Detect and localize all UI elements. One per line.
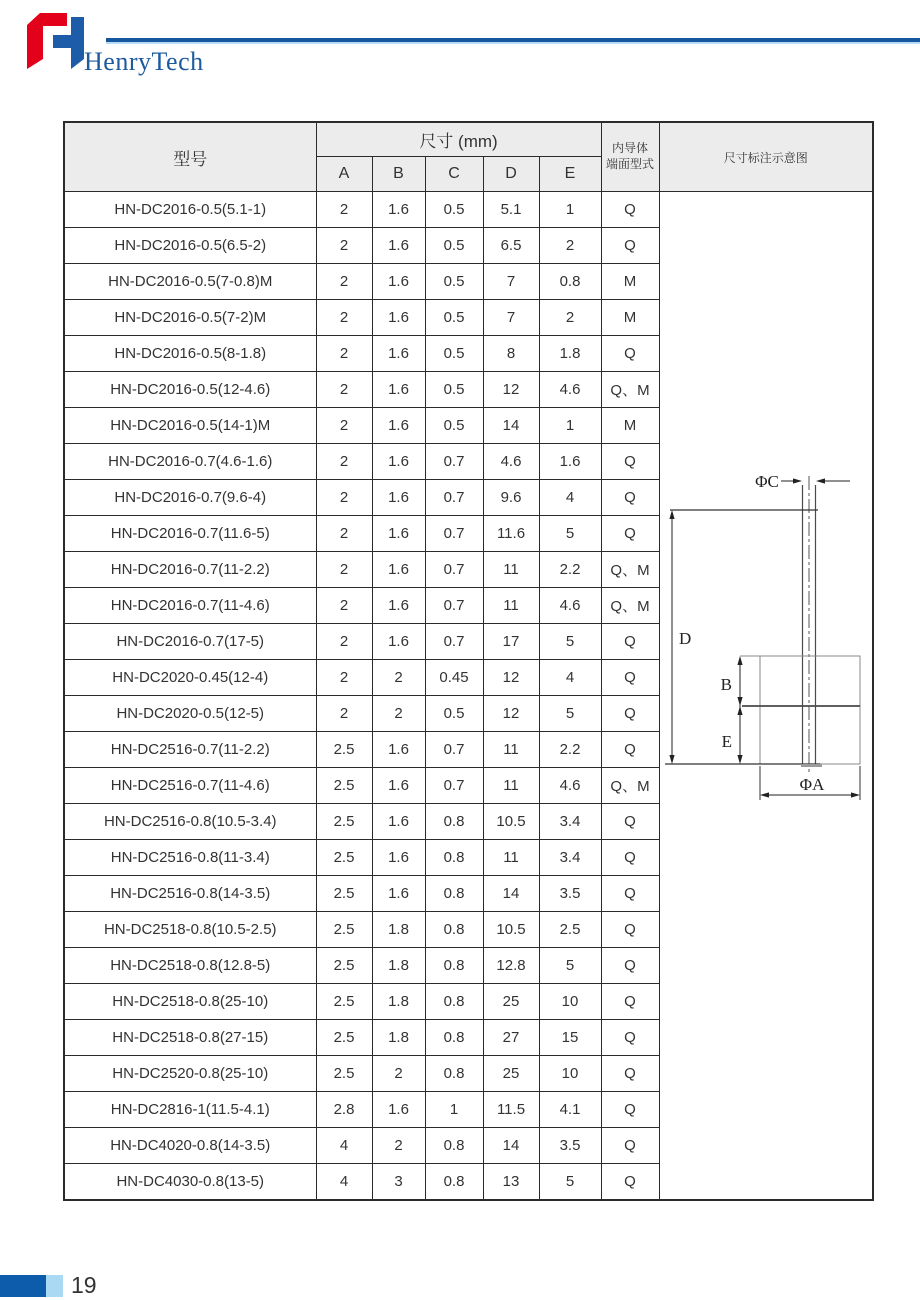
model-cell: HN-DC2816-1(11.5-4.1) [64,1092,316,1128]
model-cell: HN-DC2016-0.5(14-1)M [64,408,316,444]
dim-a-cell: 2 [316,516,372,552]
dim-c-cell: 0.8 [425,1020,483,1056]
model-cell: HN-DC2016-0.5(7-0.8)M [64,264,316,300]
model-cell: HN-DC2020-0.45(12-4) [64,660,316,696]
dim-a-cell: 2.5 [316,732,372,768]
dim-c-cell: 0.8 [425,912,483,948]
dim-b-cell: 1.6 [372,624,425,660]
dim-e-cell: 10 [539,984,601,1020]
model-cell: HN-DC2518-0.8(27-15) [64,1020,316,1056]
dim-c-cell: 0.8 [425,840,483,876]
dim-a-cell: 2 [316,624,372,660]
dim-d-cell: 12 [483,696,539,732]
col-header-e: E [539,157,601,192]
dim-d-cell: 6.5 [483,228,539,264]
col-header-a: A [316,157,372,192]
dim-b-cell: 1.6 [372,840,425,876]
dim-a-cell: 2 [316,336,372,372]
dim-d-cell: 9.6 [483,480,539,516]
face-type-cell: Q [601,516,659,552]
dim-c-cell: 0.8 [425,876,483,912]
dimension-diagram-cell [659,192,873,1201]
model-cell: HN-DC2016-0.7(17-5) [64,624,316,660]
b-label: B [720,675,732,694]
dim-a-cell: 2 [316,408,372,444]
dim-b-cell: 1.6 [372,804,425,840]
dim-e-cell: 2.2 [539,552,601,588]
dim-a-cell: 2.5 [316,984,372,1020]
footer-bar-light [46,1275,63,1297]
dim-a-cell: 2.5 [316,1056,372,1092]
face-type-cell: Q [601,804,659,840]
dim-a-cell: 2.5 [316,912,372,948]
dim-c-cell: 0.7 [425,552,483,588]
header-rule [106,38,920,44]
dim-d-cell: 8 [483,336,539,372]
dim-e-cell: 10 [539,1056,601,1092]
e-label: E [721,732,732,751]
face-type-cell: Q、M [601,372,659,408]
model-cell: HN-DC2016-0.5(7-2)M [64,300,316,336]
dim-d-cell: 11 [483,768,539,804]
model-cell: HN-DC2516-0.8(14-3.5) [64,876,316,912]
dim-a-cell: 2 [316,372,372,408]
dim-a-cell: 2 [316,588,372,624]
table-body [64,192,873,1201]
dim-d-cell: 5.1 [483,192,539,228]
dim-d-cell: 14 [483,408,539,444]
dim-c-cell: 0.7 [425,516,483,552]
dim-c-cell: 0.5 [425,264,483,300]
dim-c-cell: 0.7 [425,732,483,768]
dim-d-cell: 11 [483,732,539,768]
dim-e-cell: 4.1 [539,1092,601,1128]
henrytech-logo-icon [24,11,87,71]
dim-e-cell: 1 [539,192,601,228]
dim-b-cell: 3 [372,1164,425,1201]
col-header-d: D [483,157,539,192]
dim-e-cell: 5 [539,1164,601,1201]
model-cell: HN-DC2518-0.8(25-10) [64,984,316,1020]
dim-e-cell: 4 [539,480,601,516]
face-type-cell: M [601,300,659,336]
dim-c-cell: 0.7 [425,624,483,660]
dim-b-cell: 1.6 [372,1092,425,1128]
dim-d-cell: 11 [483,588,539,624]
face-type-cell: Q [601,1164,659,1201]
dim-e-cell: 1.8 [539,336,601,372]
dim-b-cell: 1.6 [372,300,425,336]
model-cell: HN-DC2016-0.5(5.1-1) [64,192,316,228]
dim-a-cell: 4 [316,1128,372,1164]
dim-c-cell: 0.7 [425,480,483,516]
dim-e-cell: 2 [539,228,601,264]
dim-d-cell: 12 [483,372,539,408]
face-type-cell: Q [601,480,659,516]
face-type-cell: Q [601,876,659,912]
face-type-cell: Q [601,984,659,1020]
face-type-cell: Q [601,696,659,732]
dim-b-cell: 1.6 [372,876,425,912]
dim-d-cell: 12 [483,660,539,696]
model-column-header: 型号 [64,122,316,192]
page-number: 19 [71,1272,97,1298]
model-cell: HN-DC2016-0.7(11-2.2) [64,552,316,588]
footer-bar-dark [0,1275,46,1297]
dim-d-cell: 14 [483,1128,539,1164]
face-type-cell: Q [601,912,659,948]
model-cell: HN-DC4020-0.8(14-3.5) [64,1128,316,1164]
dim-d-cell: 4.6 [483,444,539,480]
dim-e-cell: 2.2 [539,732,601,768]
dim-c-cell: 1 [425,1092,483,1128]
model-cell: HN-DC4030-0.8(13-5) [64,1164,316,1201]
face-header-line1: 内导体 [611,141,648,156]
dim-c-cell: 0.8 [425,804,483,840]
face-type-cell: Q、M [601,552,659,588]
table-header-row-1 [64,122,873,157]
dim-b-cell: 1.6 [372,264,425,300]
diagram-column-header: 尺寸标注示意图 [659,122,873,192]
dim-b-cell: 1.6 [372,516,425,552]
face-type-cell: Q [601,1092,659,1128]
dim-a-cell: 2.5 [316,840,372,876]
face-type-cell: Q [601,336,659,372]
model-cell: HN-DC2016-0.5(8-1.8) [64,336,316,372]
face-type-cell: Q、M [601,768,659,804]
dim-d-cell: 25 [483,984,539,1020]
face-type-cell: Q [601,444,659,480]
dim-c-cell: 0.5 [425,372,483,408]
dim-e-cell: 15 [539,1020,601,1056]
dim-c-cell: 0.45 [425,660,483,696]
dim-b-cell: 1.6 [372,732,425,768]
dim-c-cell: 0.5 [425,192,483,228]
dim-c-cell: 0.8 [425,1128,483,1164]
face-type-cell: Q [601,192,659,228]
dim-c-cell: 0.8 [425,1164,483,1201]
dim-e-cell: 4.6 [539,372,601,408]
dim-c-cell: 0.8 [425,948,483,984]
face-type-cell: Q [601,660,659,696]
face-header-line2: 端面型式 [605,157,654,171]
dim-b-cell: 1.6 [372,768,425,804]
phi-c-label: ΦC [754,472,779,491]
brand-name: HenryTech [84,47,204,76]
dim-e-cell: 3.5 [539,1128,601,1164]
dim-b-cell: 2 [372,1128,425,1164]
dim-a-cell: 2.5 [316,876,372,912]
dim-b-cell: 1.6 [372,408,425,444]
dim-e-cell: 5 [539,948,601,984]
dim-d-cell: 12.8 [483,948,539,984]
dim-e-cell: 5 [539,516,601,552]
dim-b-cell: 1.8 [372,984,425,1020]
dim-c-cell: 0.5 [425,408,483,444]
face-type-cell: Q [601,1056,659,1092]
dim-a-cell: 2 [316,444,372,480]
dim-c-cell: 0.8 [425,984,483,1020]
face-type-cell: Q、M [601,588,659,624]
dim-b-cell: 1.6 [372,480,425,516]
dim-b-cell: 1.8 [372,948,425,984]
dim-d-cell: 11.5 [483,1092,539,1128]
face-type-cell: Q [601,1020,659,1056]
face-type-cell: M [601,264,659,300]
dim-b-cell: 1.6 [372,228,425,264]
dim-a-cell: 4 [316,1164,372,1201]
dim-e-cell: 2 [539,300,601,336]
dim-a-cell: 2 [316,300,372,336]
dim-e-cell: 1 [539,408,601,444]
dim-a-cell: 2.5 [316,948,372,984]
dim-c-cell: 0.5 [425,696,483,732]
dim-c-cell: 0.5 [425,228,483,264]
dim-b-cell: 1.8 [372,1020,425,1056]
dim-e-cell: 3.5 [539,876,601,912]
dimension-diagram [660,193,872,1198]
dim-b-cell: 2 [372,696,425,732]
face-type-cell: Q [601,624,659,660]
col-header-b: B [372,157,425,192]
model-cell: HN-DC2518-0.8(12.8-5) [64,948,316,984]
dim-e-cell: 1.6 [539,444,601,480]
dim-a-cell: 2.5 [316,768,372,804]
dim-a-cell: 2 [316,552,372,588]
dim-e-cell: 5 [539,624,601,660]
dim-b-cell: 1.6 [372,552,425,588]
dim-e-cell: 4.6 [539,768,601,804]
dim-d-cell: 17 [483,624,539,660]
face-type-cell: Q [601,1128,659,1164]
face-type-cell: Q [601,840,659,876]
dim-b-cell: 1.6 [372,588,425,624]
table-row [64,192,873,228]
dim-d-cell: 13 [483,1164,539,1201]
model-cell: HN-DC2518-0.8(10.5-2.5) [64,912,316,948]
dim-a-cell: 2.5 [316,1020,372,1056]
dim-b-cell: 2 [372,660,425,696]
face-type-column-header [601,122,659,192]
dim-c-cell: 0.8 [425,1056,483,1092]
dim-b-cell: 1.6 [372,192,425,228]
model-cell: HN-DC2516-0.8(11-3.4) [64,840,316,876]
dim-d-cell: 10.5 [483,912,539,948]
model-cell: HN-DC2516-0.7(11-2.2) [64,732,316,768]
model-cell: HN-DC2516-0.8(10.5-3.4) [64,804,316,840]
dim-a-cell: 2.8 [316,1092,372,1128]
phi-a-label: ΦA [799,775,824,794]
dim-a-cell: 2 [316,480,372,516]
dim-d-cell: 11.6 [483,516,539,552]
col-header-c: C [425,157,483,192]
dim-e-cell: 3.4 [539,804,601,840]
dim-d-cell: 11 [483,552,539,588]
model-cell: HN-DC2016-0.7(11-4.6) [64,588,316,624]
dim-b-cell: 1.6 [372,372,425,408]
dim-a-cell: 2.5 [316,804,372,840]
dim-d-cell: 10.5 [483,804,539,840]
dim-b-cell: 1.6 [372,336,425,372]
face-type-cell: Q [601,228,659,264]
model-cell: HN-DC2016-0.7(11.6-5) [64,516,316,552]
model-cell: HN-DC2016-0.5(6.5-2) [64,228,316,264]
dim-d-cell: 27 [483,1020,539,1056]
dim-c-cell: 0.5 [425,336,483,372]
dim-c-cell: 0.7 [425,588,483,624]
dim-b-cell: 2 [372,1056,425,1092]
dim-a-cell: 2 [316,696,372,732]
d-label: D [678,629,691,648]
dim-d-cell: 14 [483,876,539,912]
dim-e-cell: 3.4 [539,840,601,876]
dim-c-cell: 0.5 [425,300,483,336]
dim-a-cell: 2 [316,192,372,228]
dim-c-cell: 0.7 [425,444,483,480]
model-cell: HN-DC2016-0.5(12-4.6) [64,372,316,408]
dim-e-cell: 5 [539,696,601,732]
dim-d-cell: 11 [483,840,539,876]
dim-c-cell: 0.7 [425,768,483,804]
model-cell: HN-DC2520-0.8(25-10) [64,1056,316,1092]
face-type-cell: Q [601,948,659,984]
dim-a-cell: 2 [316,228,372,264]
spec-table [63,121,874,1201]
dim-e-cell: 4 [539,660,601,696]
model-cell: HN-DC2016-0.7(4.6-1.6) [64,444,316,480]
dim-d-cell: 7 [483,264,539,300]
face-type-cell: M [601,408,659,444]
dim-e-cell: 0.8 [539,264,601,300]
dim-b-cell: 1.8 [372,912,425,948]
model-cell: HN-DC2516-0.7(11-4.6) [64,768,316,804]
face-type-cell: Q [601,732,659,768]
model-cell: HN-DC2020-0.5(12-5) [64,696,316,732]
dim-d-cell: 25 [483,1056,539,1092]
model-cell: HN-DC2016-0.7(9.6-4) [64,480,316,516]
dim-a-cell: 2 [316,264,372,300]
dim-d-cell: 7 [483,300,539,336]
dim-b-cell: 1.6 [372,444,425,480]
dim-a-cell: 2 [316,660,372,696]
dim-e-cell: 2.5 [539,912,601,948]
dims-group-header: 尺寸 (mm) [316,122,601,157]
dim-e-cell: 4.6 [539,588,601,624]
